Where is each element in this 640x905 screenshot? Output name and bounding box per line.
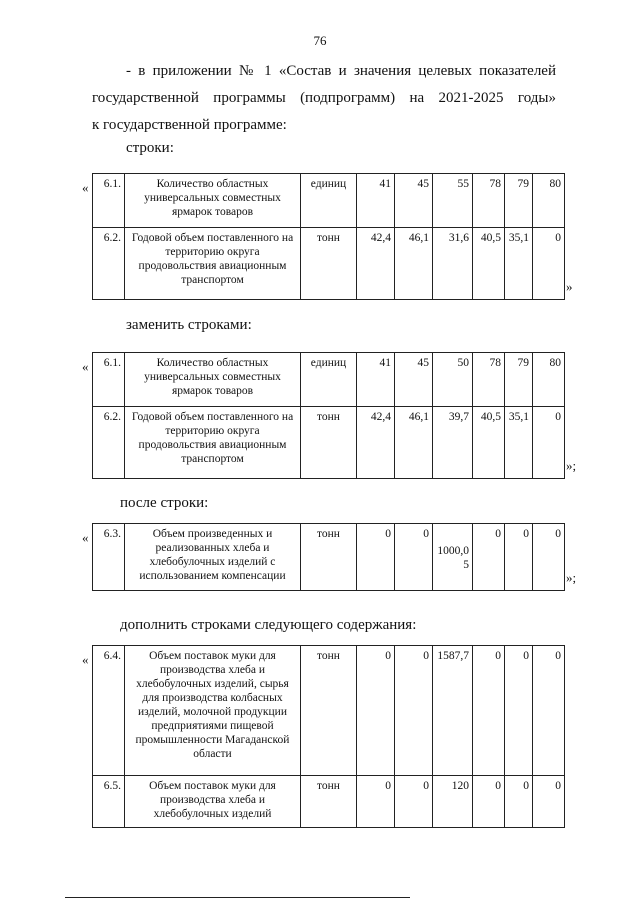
- value-5: 35,1: [505, 228, 533, 300]
- value-4: 0: [473, 646, 505, 776]
- unit: тонн: [301, 646, 357, 776]
- value-3: 31,6: [433, 228, 473, 300]
- section1-table: [92, 173, 565, 300]
- value-4: 78: [473, 174, 505, 228]
- value-2: 45: [395, 174, 433, 228]
- unit: единиц: [301, 174, 357, 228]
- indicator-name: Объем поставок муки для производства хлеба и хлебобулочных изделий, сырья для производства колбасных изделий, молочной продукции предприятиями пищевой промышленности Магаданской области: [125, 646, 301, 776]
- row-number: 6.4.: [93, 646, 125, 776]
- section3-open-quote: «: [82, 530, 89, 545]
- value-4: 0: [473, 524, 505, 591]
- value-3: 1587,7: [433, 646, 473, 776]
- value-6: 80: [533, 174, 565, 228]
- indicator-name: Объем поставок муки для производства хлеба и хлебобулочных изделий: [125, 776, 301, 828]
- value-6: 80: [533, 353, 565, 407]
- value-5: 0: [505, 524, 533, 591]
- value-2: 0: [395, 524, 433, 591]
- intro-line-1: - в приложении № 1 «Состав и значения целевых показателей: [126, 63, 556, 79]
- value-3: 1000,05: [433, 524, 473, 591]
- indicator-name: Количество областных универсальных совместных ярмарок товаров: [125, 353, 301, 407]
- value-4: 78: [473, 353, 505, 407]
- section1-open-quote: «: [82, 180, 89, 195]
- table-row: [93, 353, 565, 407]
- unit: тонн: [301, 524, 357, 591]
- value-2: 46,1: [395, 228, 433, 300]
- value-2: 46,1: [395, 407, 433, 479]
- section4-label: дополнить строками следующего содержания:: [120, 617, 417, 633]
- value-5: 79: [505, 174, 533, 228]
- section3-close-quote: »;: [566, 570, 577, 585]
- row-number: 6.3.: [93, 524, 125, 591]
- unit: тонн: [301, 407, 357, 479]
- value-2: 0: [395, 646, 433, 776]
- value-6: 0: [533, 646, 565, 776]
- value-1: 42,4: [357, 228, 395, 300]
- value-1: 41: [357, 174, 395, 228]
- page-number: 76: [313, 33, 327, 48]
- value-5: 79: [505, 353, 533, 407]
- section2-table: [92, 352, 565, 479]
- value-1: 0: [357, 776, 395, 828]
- value-4: 40,5: [473, 228, 505, 300]
- row-number: 6.2.: [93, 407, 125, 479]
- indicator-name: Объем произведенных и реализованных хлеба и хлебобулочных изделий с использованием компенсации: [125, 524, 301, 591]
- value-6: 0: [533, 524, 565, 591]
- value-5: 35,1: [505, 407, 533, 479]
- table-row: [93, 524, 565, 591]
- section2-open-quote: «: [82, 359, 89, 374]
- value-3: 120: [433, 776, 473, 828]
- indicator-name: Годовой объем поставленного на территорию округа продовольствия авиационным транспортом: [125, 407, 301, 479]
- unit: тонн: [301, 776, 357, 828]
- value-5: 0: [505, 776, 533, 828]
- value-1: 0: [357, 646, 395, 776]
- section2-close-quote: »;: [566, 458, 577, 473]
- section3-label: после строки:: [120, 495, 209, 511]
- section4-open-quote: «: [82, 652, 89, 667]
- value-6: 0: [533, 776, 565, 828]
- value-3: 50: [433, 353, 473, 407]
- intro-line-3: к государственной программе:: [92, 117, 287, 133]
- value-2: 0: [395, 776, 433, 828]
- value-4: 0: [473, 776, 505, 828]
- value-4: 40,5: [473, 407, 505, 479]
- section1-label: строки:: [126, 140, 174, 156]
- row-number: 6.1.: [93, 174, 125, 228]
- unit: единиц: [301, 353, 357, 407]
- value-1: 42,4: [357, 407, 395, 479]
- indicator-name: Количество областных универсальных совместных ярмарок товаров: [125, 174, 301, 228]
- section4-table: [92, 645, 565, 828]
- row-number: 6.2.: [93, 228, 125, 300]
- row-number: 6.1.: [93, 353, 125, 407]
- table-row: [93, 407, 565, 479]
- table-row: [93, 776, 565, 828]
- value-1: 0: [357, 524, 395, 591]
- unit: тонн: [301, 228, 357, 300]
- section3-table: [92, 523, 565, 591]
- section1-close-quote: »: [566, 279, 573, 294]
- table-row: [93, 228, 565, 300]
- table-row: [93, 174, 565, 228]
- row-number: 6.5.: [93, 776, 125, 828]
- value-3: 55: [433, 174, 473, 228]
- footer-divider: [65, 897, 410, 898]
- value-5: 0: [505, 646, 533, 776]
- table-row: [93, 646, 565, 776]
- indicator-name: Годовой объем поставленного на территорию округа продовольствия авиационным транспортом: [125, 228, 301, 300]
- value-1: 41: [357, 353, 395, 407]
- intro-line-2: государственной программы (подпрограмм) на 2021-2025 годы»: [92, 90, 556, 106]
- value-2: 45: [395, 353, 433, 407]
- value-6: 0: [533, 407, 565, 479]
- value-6: 0: [533, 228, 565, 300]
- value-3: 39,7: [433, 407, 473, 479]
- section2-label: заменить строками:: [126, 317, 252, 333]
